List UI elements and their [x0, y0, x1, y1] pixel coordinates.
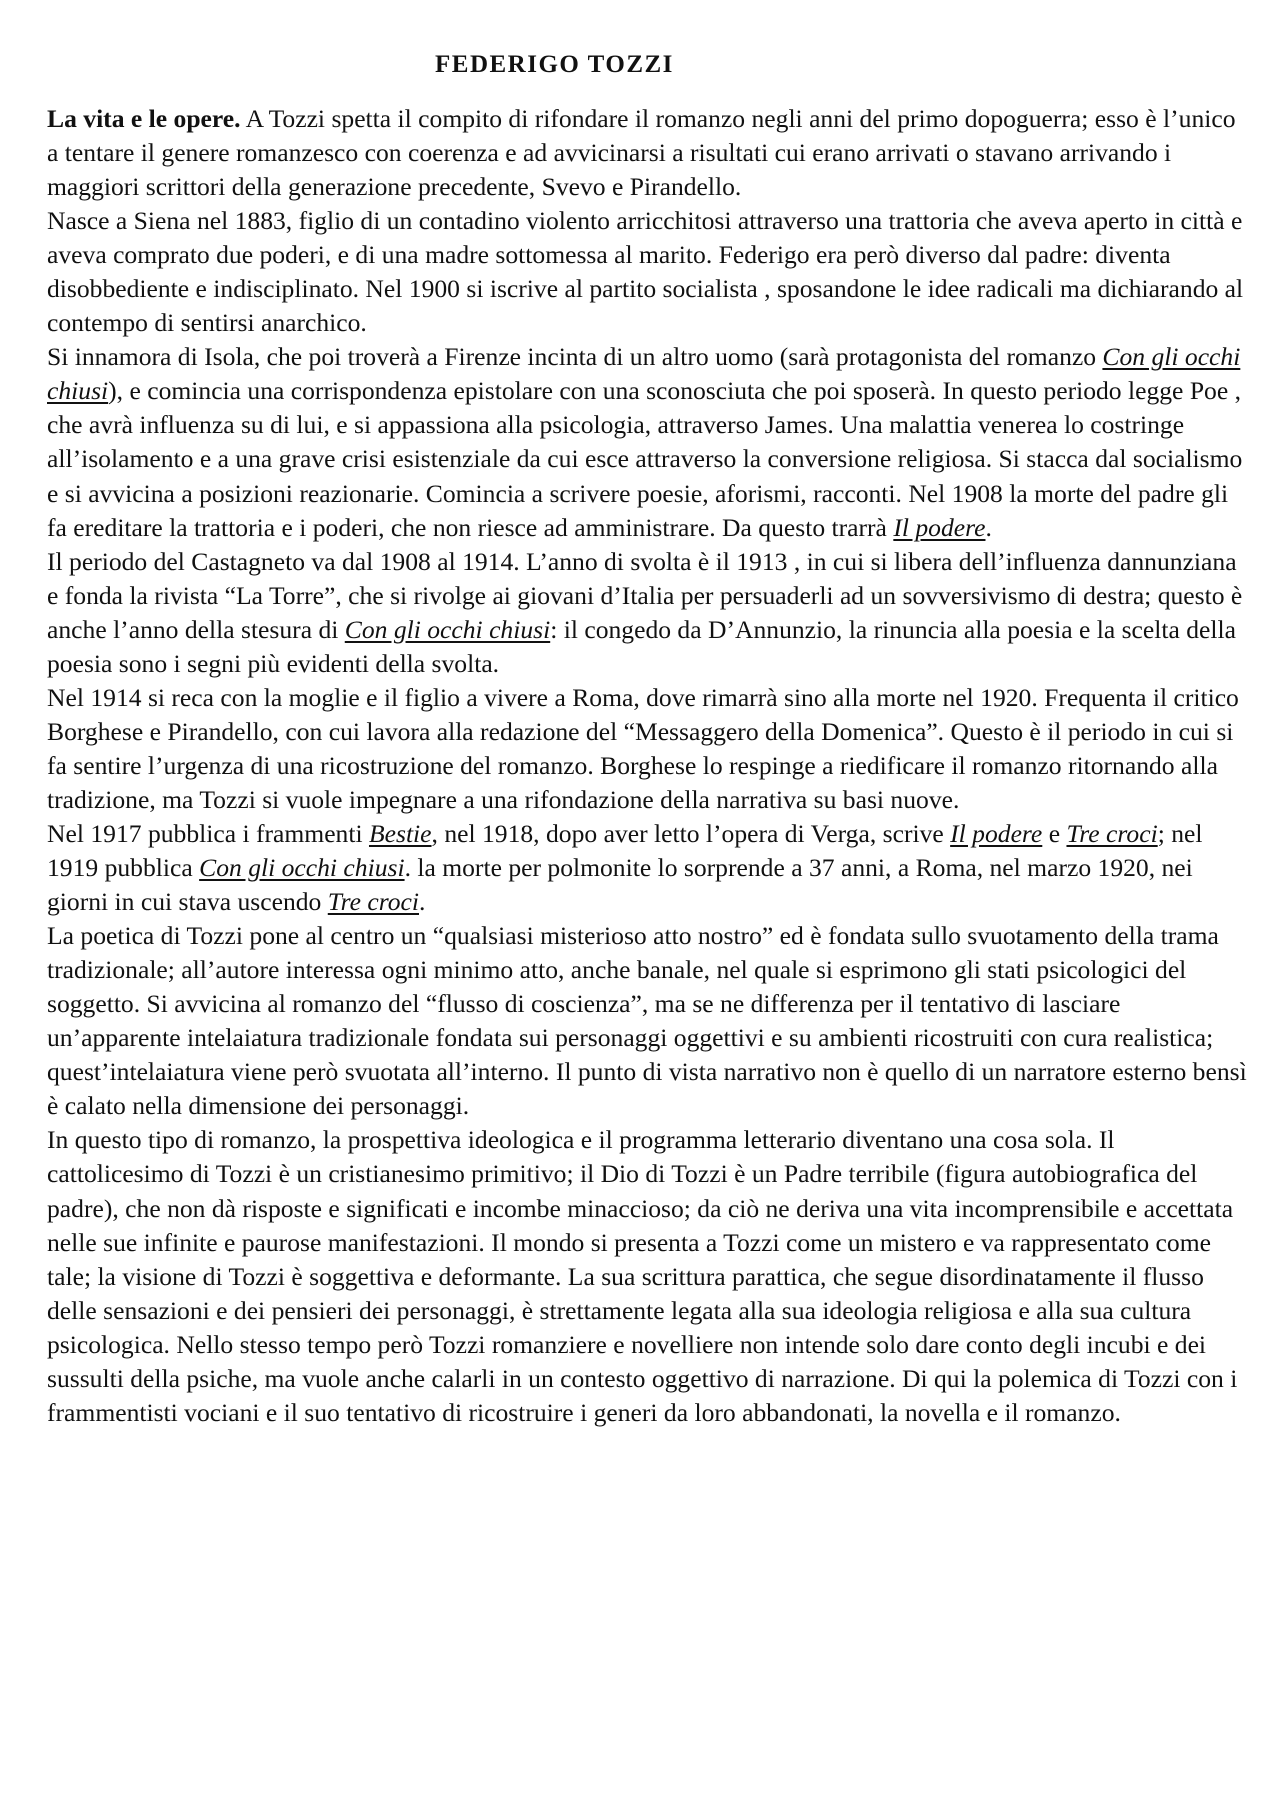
work-title: Con gli occhi chiusi — [199, 853, 405, 883]
paragraph-text: Nel 1917 pubblica i frammenti — [47, 818, 369, 848]
paragraph-text: e — [1042, 818, 1067, 848]
paragraph-text: Il periodo del Castagneto va dal 1908 al 1914. L’anno di svolta è il 1913 , in cui si libera dell’influenza dannunziana e fonda la rivista “La Torre”, che si rivolge ai giovani d’Italia per persuaderli ad un sovversivismo di destra; questo è anche l’anno della stesura di — [47, 546, 1243, 644]
paragraph-text: In questo tipo di romanzo, la prospettiva ideologica e il programma letterario diventano una cosa sola. Il cattolicesimo di Tozzi è un cristianesimo primitivo; il Dio di Tozzi è un Padre terribile (figura autobiografica del padre), che non dà risposte e significati e incombe minaccioso; da ciò ne deriva una vita incomprensibile e accettata nelle sue infinite e paurose manifestazioni. Il mondo si presenta a Tozzi come un mistero e va rappresentato come tale; la visione di Tozzi è soggettiva e deformante. La sua scrittura parattica, che segue disordinatamente il flusso delle sensazioni e dei pensieri dei personaggi, è strettamente legata alla sua ideologia religiosa e alla sua cultura psicologica. Nello stesso tempo però Tozzi romanziere e novelliere non intende solo dare conto degli incubi e dei sussulti della psiche, ma vuole anche calarli in un contesto oggettivo di narrazione. Di qui la polemica di Tozzi con i frammentisti vociani e il suo tentativo di ricostruire i generi da loro abbandonati, la novella e il romanzo. — [47, 1125, 1238, 1427]
paragraph-castagneto — [47, 545, 1247, 681]
paragraph-text: : il congedo da D’Annunzio, la rinuncia alla poesia e la scelta della poesia sono i segni più evidenti della svolta. — [47, 614, 1236, 678]
paragraph-text: ; nel 1919 pubblica — [47, 818, 1203, 883]
paragraph-birth — [47, 204, 1247, 340]
paragraph-text: , nel 1918, dopo aver letto l’opera di Verga, scrive — [431, 818, 951, 848]
work-title: Tre croci — [1066, 818, 1158, 848]
section-lead: La vita e le opere. — [47, 104, 241, 133]
paragraph-text: . la morte per polmonite lo sorprende a 37 anni, a Roma, nel marzo 1920, nei giorni in cui stava uscendo — [47, 853, 1193, 917]
paragraph-ideologia — [47, 1123, 1247, 1429]
paragraph-text: Nel 1914 si reca con la moglie e il figlio a vivere a Roma, dove rimarrà sino alla morte nel 1920. Frequenta il critico Borghese e Pirandello, con cui lavora alla redazione del “Messaggero della Domenica”. Questo è il periodo in cui si fa sentire l’urgenza di una ricostruzione del romanzo. Borghese lo respinge a riedificare il romanzo ritornando alla tradizione, ma Tozzi si vuole impegnare a una rifondazione della narrativa su basi nuove. — [47, 682, 1239, 814]
document-page — [47, 48, 1247, 1430]
paragraph-text: . — [419, 887, 426, 917]
paragraph-intro — [47, 102, 1247, 204]
work-title: Con gli occhi chiusi — [344, 614, 551, 644]
document-body — [47, 102, 1247, 1430]
paragraph-poetica — [47, 919, 1247, 1123]
paragraph-text: La poetica di Tozzi pone al centro un “qualsiasi misterioso atto nostro” ed è fondata sullo svuotamento della trama tradizionale; all’autore interessa ogni minimo atto, anche banale, nel quale si esprimono gli stati psicologici del soggetto. Si avvicina al romanzo del “flusso di coscienza”, ma se ne differenza per il tentativo di lasciare un’apparente intelaiatura tradizionale fondata sui personaggi oggettivi e su ambienti ricostruiti con cura realistica; quest’intelaiatura viene però svuotata all’interno. Il punto di vista narrativo non è quello di un narratore esterno bensì è calato nella dimensione dei personaggi. — [47, 921, 1247, 1121]
paragraph-text: Nasce a Siena nel 1883, figlio di un contadino violento arricchitosi attraverso una trattoria che aveva aperto in città e aveva comprato due poderi, e di una madre sottomessa al marito. Federigo era però diverso dal padre: diventa disobbediente e indisciplinato. Nel 1900 si iscrive al partito socialista , sposandone le idee radicali ma dichiarando al contempo di sentirsi anarchico. — [47, 206, 1244, 338]
paragraph-roma — [47, 681, 1247, 817]
work-title: Con gli occhi chiusi — [47, 342, 1241, 406]
paragraph-text: . — [985, 512, 992, 542]
work-title: Tre croci — [327, 887, 419, 917]
work-title: Bestie — [368, 818, 432, 848]
paragraph-isola — [47, 340, 1247, 544]
document-title: FEDERIGO TOZZI — [435, 51, 674, 78]
work-title: Il podere — [893, 512, 986, 542]
paragraph-text: A Tozzi spetta il compito di rifondare il romanzo negli anni del primo dopoguerra; esso è l’unico a tentare il genere romanzesco con coerenza e ad avvicinarsi a risultati cui erano arrivati o stavano arrivando i maggiori scrittori della generazione precedente, Svevo e Pirandello. — [47, 104, 1236, 202]
paragraph-text: Si innamora di Isola, che poi troverà a Firenze incinta di un altro uomo (sarà protagonista del romanzo — [47, 342, 1103, 372]
paragraph-works — [47, 817, 1247, 919]
work-title: Il podere — [950, 818, 1043, 848]
paragraph-text: ), e comincia una corrispondenza epistolare con una sconosciuta che poi sposerà. In questo periodo legge Poe , che avrà influenza su di lui, e si appassiona alla psicologia, attraverso James. Una malattia venerea lo costringe all’isolamento e a una grave crisi esistenziale da cui esce attraverso la conversione religiosa. Si stacca dal socialismo e si avvicina a posizioni reazionarie. Comincia a scrivere poesie, aforismi, racconti. Nel 1908 la morte del padre gli fa ereditare la trattoria e i poderi, che non riesce ad amministrare. Da questo trarrà — [47, 376, 1243, 542]
